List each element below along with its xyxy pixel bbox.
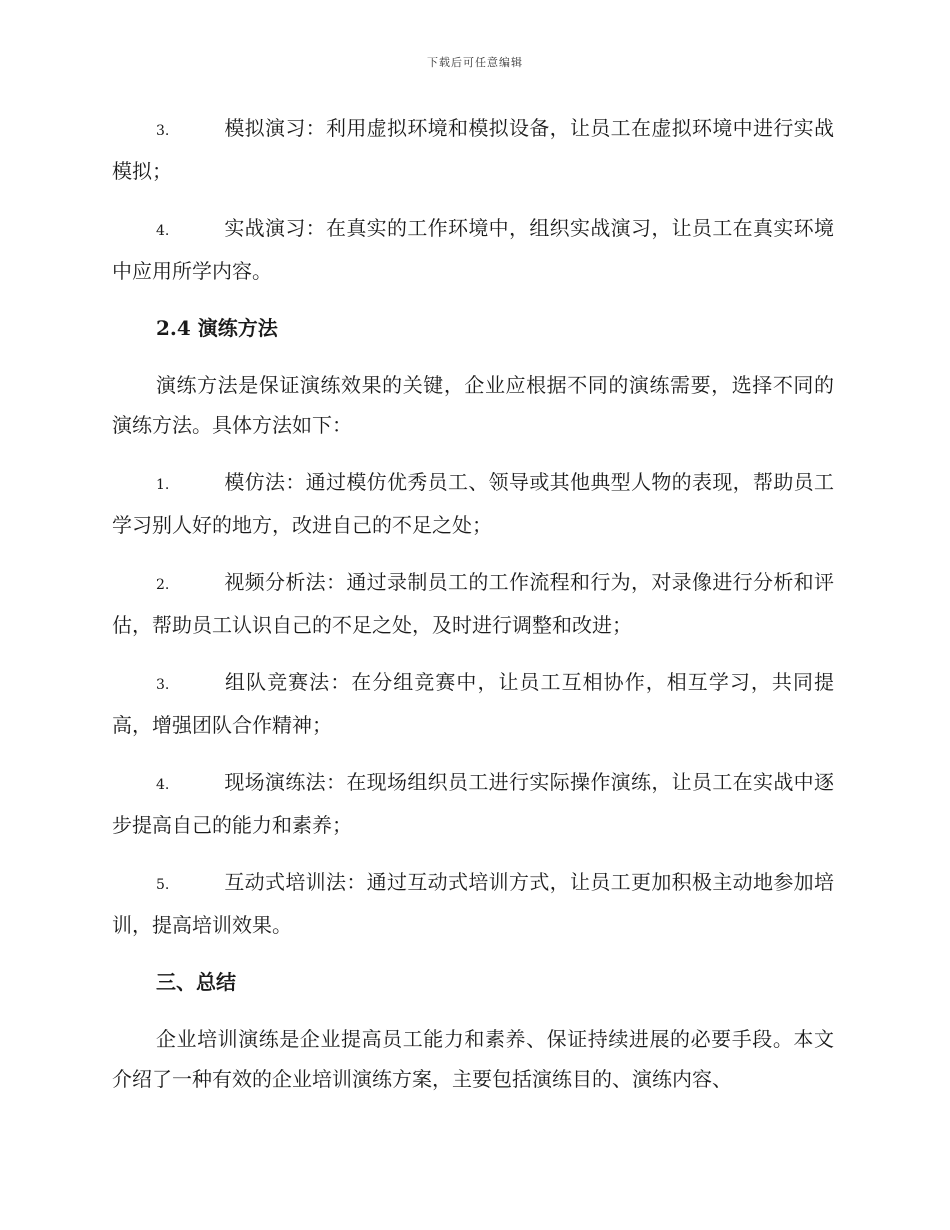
list-item-number: 3.: [156, 677, 170, 693]
list-item-text: 视频分析法：通过录制员工的工作流程和行为，对录像进行分析和评估，帮助员工认识自己的不足之处，及时进行调整和改进；: [112, 570, 834, 637]
list-item: [112, 108, 834, 191]
list-item: [112, 762, 834, 845]
page-header-note: 下载后可任意编辑: [427, 56, 523, 69]
list-item-text: 模仿法：通过模仿优秀员工、领导或其他典型人物的表现，帮助员工学习别人好的地方，改进自己的不足之处；: [112, 470, 834, 537]
list-item: [112, 862, 834, 945]
section-heading-summary: 三、总结: [156, 970, 236, 994]
summary-paragraph: 企业培训演练是企业提高员工能力和素养、保证持续进展的必要手段。本文介绍了一种有效的企业培训演练方案，主要包括演练目的、演练内容、: [112, 1027, 834, 1091]
list-item: [112, 662, 834, 745]
list-item-text: 现场演练法：在现场组织员工进行实际操作演练，让员工在实战中逐步提高自己的能力和素养；: [112, 770, 834, 837]
list-item-number: 4.: [156, 777, 170, 793]
document-body: [112, 108, 834, 1116]
list-item-number: 2.: [156, 577, 170, 593]
list-item-text: 组队竞赛法：在分组竞赛中，让员工互相协作，相互学习，共同提高，增强团队合作精神；: [112, 670, 834, 737]
list-item-text: 模拟演习：利用虚拟环境和模拟设备，让员工在虚拟环境中进行实战模拟；: [112, 116, 834, 183]
list-item-number: 1.: [156, 477, 170, 493]
list-item-text: 实战演习：在真实的工作环境中，组织实战演习，让员工在真实环境中应用所学内容。: [112, 216, 834, 283]
list-item-number: 4.: [156, 223, 170, 239]
list-item-number: 3.: [156, 123, 170, 139]
list-item: [112, 208, 834, 291]
methods-intro-paragraph: 演练方法是保证演练效果的关键，企业应根据不同的演练需要，选择不同的演练方法。具体方法如下：: [112, 373, 834, 437]
list-item: [112, 462, 834, 545]
list-item-text: 互动式培训法：通过互动式培训方式，让员工更加积极主动地参加培训，提高培训效果。: [112, 870, 834, 937]
list-item: [112, 562, 834, 645]
list-item-number: 5.: [156, 877, 170, 893]
section-heading-methods: 2.4 演练方法: [156, 316, 278, 340]
